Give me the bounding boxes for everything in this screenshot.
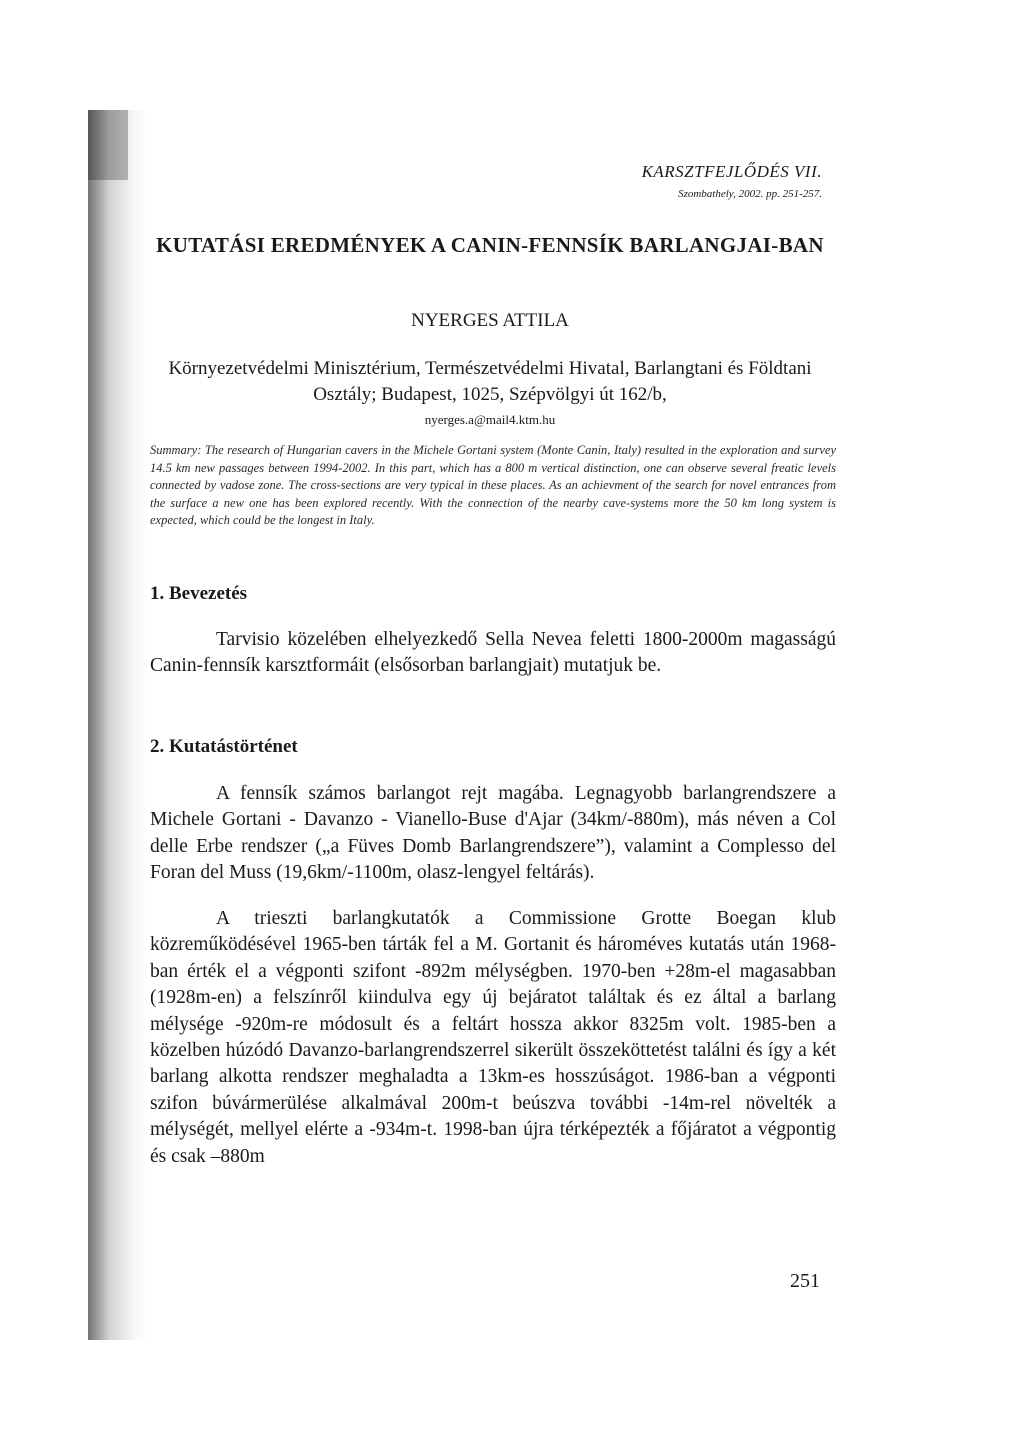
scan-corner-shadow: [88, 110, 128, 180]
journal-citation: Szombathely, 2002. pp. 251-257.: [678, 188, 822, 200]
article-title: KUTATÁSI EREDMÉNYEK A CANIN-FENNSÍK BARLANGJAI-BAN: [156, 233, 824, 257]
page-number: 251: [790, 1270, 820, 1292]
paragraph-history-1: A fennsík számos barlangot rejt magába. Legnagyobb barlangrendszere a Michele Gortani - Davanzo - Vianello-Buse d'Ajar (34km/-880m), más néven a Col delle Erbe rendszer („a Füves Domb Barlangrendszere”), valamint a Complesso del Foran del Muss (19,6km/-1100m, olasz-lengyel feltárás).: [150, 783, 836, 884]
section-heading-history: 2. Kutatástörténet: [150, 736, 298, 757]
author-affiliation: Környezetvédelmi Minisztérium, Természetvédelmi Hivatal, Barlangtani és Földtani Osztály; Budapest, 1025, Szépvölgyi út 162/b,: [168, 358, 812, 405]
author-name: NYERGES ATTILA: [411, 310, 569, 331]
section-heading-introduction: 1. Bevezetés: [150, 583, 248, 604]
paragraph-introduction: Tarvisio közelében elhelyezkedő Sella Nevea feletti 1800-2000m magasságú Canin-fennsík karsztformáit (elsősorban barlangjait) mutatjuk be.: [150, 629, 836, 677]
summary-abstract: Summary: The research of Hungarian cavers in the Michele Gortani system (Monte Canin, Italy) resulted in the exploration and survey 14.5 km new passages between 1994-2002. In this part, which has a 800 m vertical distinction, one can observe several freatic levels connected by vadose zone. The cross-sections are very typical in these places. As an achievment of the search for novel entrances from the surface a new one has been explored recently. With the connection of the nearby cave-systems more the 50 km long system is expected, which could be the longest in Italy.: [150, 443, 836, 528]
author-email: nyerges.a@mail4.ktm.hu: [424, 412, 556, 427]
journal-title: KARSZTFEJLŐDÉS VII.: [641, 162, 822, 181]
scan-binding-shadow: [88, 110, 148, 1340]
paragraph-history-2: A trieszti barlangkutatók a Commissione Grotte Boegan klub közreműködésével 1965-ben tárták fel a M. Gortanit és hároméves kutatás után 1968-ban érték el a végponti szifont -892m mélységben. 1970-ben +28m-el magasabban (1928m-en) a felszínről kiindulva egy új bejáratot találtak és ez által a barlang mélysége -920m-re módosult és a feltárt hossza akkor 8325m volt. 1985-ben a közelben húzódó Davanzo-barlangrendszerrel sikerült összeköttetést találni és így a két barlang alkotta rendszer meghaladta a 13km-es hosszúságot. 1986-ban a végponti szifon búvármerülése alkalmával 200m-t beúszva további -14m-rel növelték a mélységét, mellyel elérte a -934m-t. 1998-ban újra térképezték a főjáratot a végpontig és csak –880m: [150, 908, 836, 1167]
